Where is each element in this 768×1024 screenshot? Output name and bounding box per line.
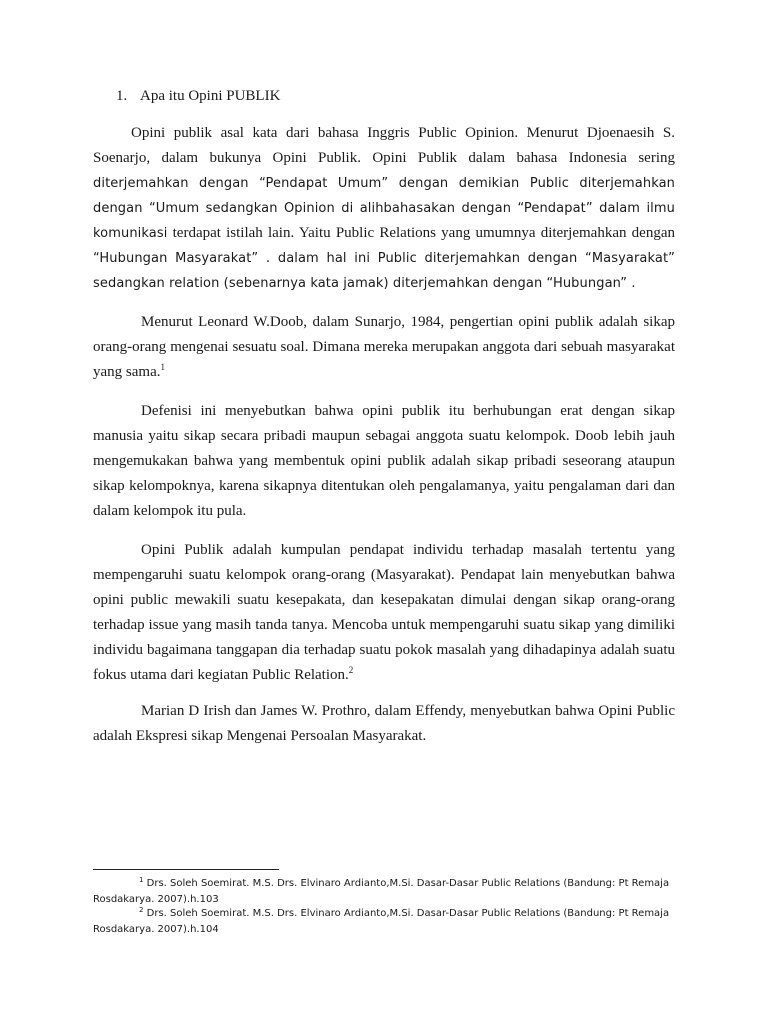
paragraph-3 xyxy=(93,399,675,524)
paragraph-4-text: Opini Publik adalah kumpulan pendapat individu terhadap masalah tertentu yang mempengaruhi suatu kelompok orang-orang (Masyarakat). Pendapat lain menyebutkan bahwa opini public mewakili suatu kesepakata, dan kesepakatan dimulai dengan sikap orang-orang terhadap issue yang masih tanda tanya. Mencoba untuk mempengaruhi suatu sikap yang dimiliki individu bagaimana tanggapan dia terhadap suatu pokok masalah yang dihadapinya adalah suatu fokus utama dari kegiatan Public Relation. xyxy=(93,542,675,683)
paragraph-1-part-a: Opini publik asal kata dari bahasa Inggris Public Opinion. Menurut Djoenaesih S. Soenarjo, dalam bukunya Opini Publik. Opini Publik dalam bahasa Indonesia sering xyxy=(93,125,675,166)
paragraph-1-part-b: diterjemahkan dengan “Pendapat Umum” dengan demikian Public diterjemahkan dengan “Umum sedangkan Opinion di alihbahasakan dengan “Pendapat” dalam ilmu komunikasi xyxy=(93,176,675,241)
paragraph-2 xyxy=(93,310,675,385)
footnote-1-mark: 1 xyxy=(139,876,144,884)
paragraph-3-text: Defenisi ini menyebutkan bahwa opini publik itu berhubungan erat dengan sikap manusia yaitu sikap secara pribadi maupun sebagai anggota suatu kelompok. Doob lebih jauh mengemukakan bahwa yang membentuk opini publik adalah sikap pribadi seseorang ataupun sikap kelompoknya, karena sikapnya ditentukan oleh pengalamanya, yaitu pengalaman dari dan dalam kelompok itu pula. xyxy=(93,403,675,519)
paragraph-2-text: Menurut Leonard W.Doob, dalam Sunarjo, 1984, pengertian opini publik adalah sikap orang-orang mengenai sesuatu soal. Dimana mereka merupakan anggota dari sebuah masyarakat yang sama. xyxy=(93,314,675,380)
section-heading xyxy=(116,86,280,106)
footnote-2-mark: 2 xyxy=(139,906,144,914)
paragraph-5-text: Marian D Irish dan James W. Prothro, dalam Effendy, menyebutkan bahwa Opini Public adalah Ekspresi sikap Mengenai Persoalan Masyarakat. xyxy=(93,703,675,744)
paragraph-5 xyxy=(93,699,675,749)
footnote-ref-1: 1 xyxy=(160,362,165,372)
footnote-ref-2: 2 xyxy=(348,665,354,675)
heading-number: 1. xyxy=(116,88,128,104)
heading-text: Apa itu Opini PUBLIK xyxy=(140,88,281,104)
paragraph-1 xyxy=(93,121,675,296)
paragraph-4 xyxy=(93,538,675,688)
footnote-2 xyxy=(93,906,673,938)
footnote-1-text: Drs. Soleh Soemirat. M.S. Drs. Elvinaro Ardianto,M.Si. Dasar-Dasar Public Relations (Bandung: Pt Remaja Rosdakarya. 2007).h.103 xyxy=(93,878,670,905)
footnote-2-text: Drs. Soleh Soemirat. M.S. Drs. Elvinaro Ardianto,M.Si. Dasar-Dasar Public Relations (Bandung: Pt Remaja Rosdakarya. 2007).h.104 xyxy=(93,908,670,935)
paragraph-1-part-c: terdapat istilah lain. Yaitu Public Relations yang umumnya diterjemahkan dengan xyxy=(167,225,675,241)
footnote-separator xyxy=(93,869,279,870)
footnote-1 xyxy=(93,876,673,908)
paragraph-1-part-d: “Hubungan Masyarakat” . dalam hal ini Public diterjemahkan dengan “Masyarakat” sedangkan relation (sebenarnya kata jamak) diterjemahkan dengan “Hubungan” . xyxy=(93,251,675,291)
